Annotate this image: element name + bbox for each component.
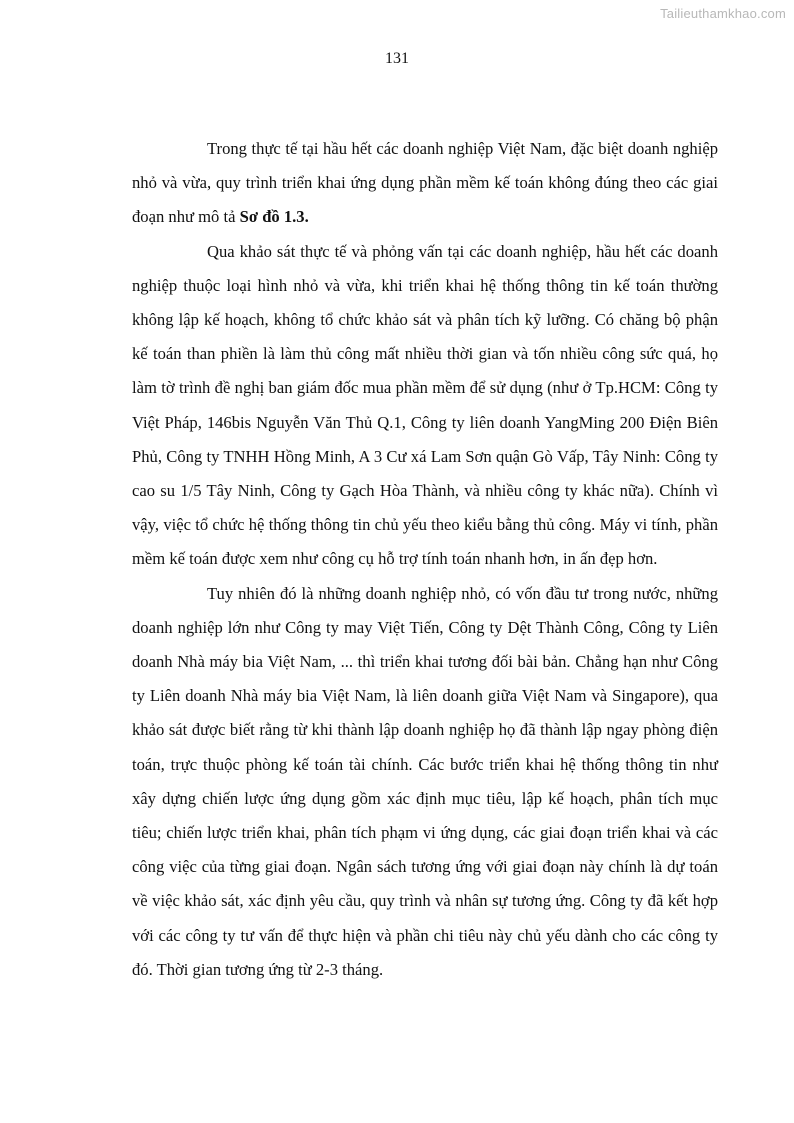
paragraph-1-text: Trong thực tế tại hầu hết các doanh nghiệp Việt Nam, đặc biệt doanh nghiệp nhỏ và vừa, quy trình triển khai ứng dụng phần mềm kế toán không đúng theo các giai đoạn như mô tả: [132, 139, 718, 227]
paragraph-1: [132, 132, 718, 235]
paragraph-2: Qua khảo sát thực tế và phỏng vấn tại các doanh nghiệp, hầu hết các doanh nghiệp thuộc loại hình nhỏ và vừa, khi triển khai hệ thống thông tin kế toán thường không lập kế hoạch, không tổ chức khảo sát và phân tích kỹ lưỡng. Có chăng bộ phận kế toán than phiền là làm thủ công mất nhiều thời gian và tốn nhiều công sức quá, họ làm tờ trình đề nghị ban giám đốc mua phần mềm để sử dụng (như ở Tp.HCM: Công ty Việt Pháp, 146bis Nguyễn Văn Thủ Q.1, Công ty liên doanh YangMing 200 Điện Biên Phủ, Công ty TNHH Hồng Minh, A 3 Cư xá Lam Sơn quận Gò Vấp, Tây Ninh: Công ty cao su 1/5 Tây Ninh, Công ty Gạch Hòa Thành, và nhiều công ty khác nữa). Chính vì vậy, việc tổ chức hệ thống thông tin chủ yếu theo kiểu bằng thủ công. Máy vi tính, phần mềm kế toán được xem như công cụ hỗ trợ tính toán nhanh hơn, in ấn đẹp hơn.: [132, 241, 718, 569]
diagram-reference: Sơ đồ 1.3.: [239, 207, 309, 227]
document-body: [132, 132, 718, 987]
watermark: Tailieuthamkhao.com: [660, 6, 786, 21]
page-number: 131: [385, 50, 409, 67]
paragraph-3: Tuy nhiên đó là những doanh nghiệp nhỏ, có vốn đầu tư trong nước, những doanh nghiệp lớn như Công ty may Việt Tiến, Công ty Dệt Thành Công, Công ty Liên doanh Nhà máy bia Việt Nam, ... thì triển khai tương đối bài bản. Chẳng hạn như Công ty Liên doanh Nhà máy bia Việt Nam, là liên doanh giữa Việt Nam và Singapore), qua khảo sát được biết rằng từ khi thành lập doanh nghiệp họ đã thành lập ngay phòng điện toán, trực thuộc phòng kế toán tài chính. Các bước triển khai hệ thống thông tin như xây dựng chiến lược ứng dụng gồm xác định mục tiêu, lập kế hoạch, phân tích mục tiêu; chiến lược triển khai, phân tích phạm vi ứng dụng, các giai đoạn triển khai và các công việc của từng giai đoạn. Ngân sách tương ứng với giai đoạn này chính là dự toán về việc khảo sát, xác định yêu cầu, quy trình và nhân sự tương ứng. Công ty đã kết hợp với các công ty tư vấn để thực hiện và phần chi tiêu này chủ yếu dành cho các công ty đó. Thời gian tương ứng từ 2-3 tháng.: [132, 583, 718, 979]
